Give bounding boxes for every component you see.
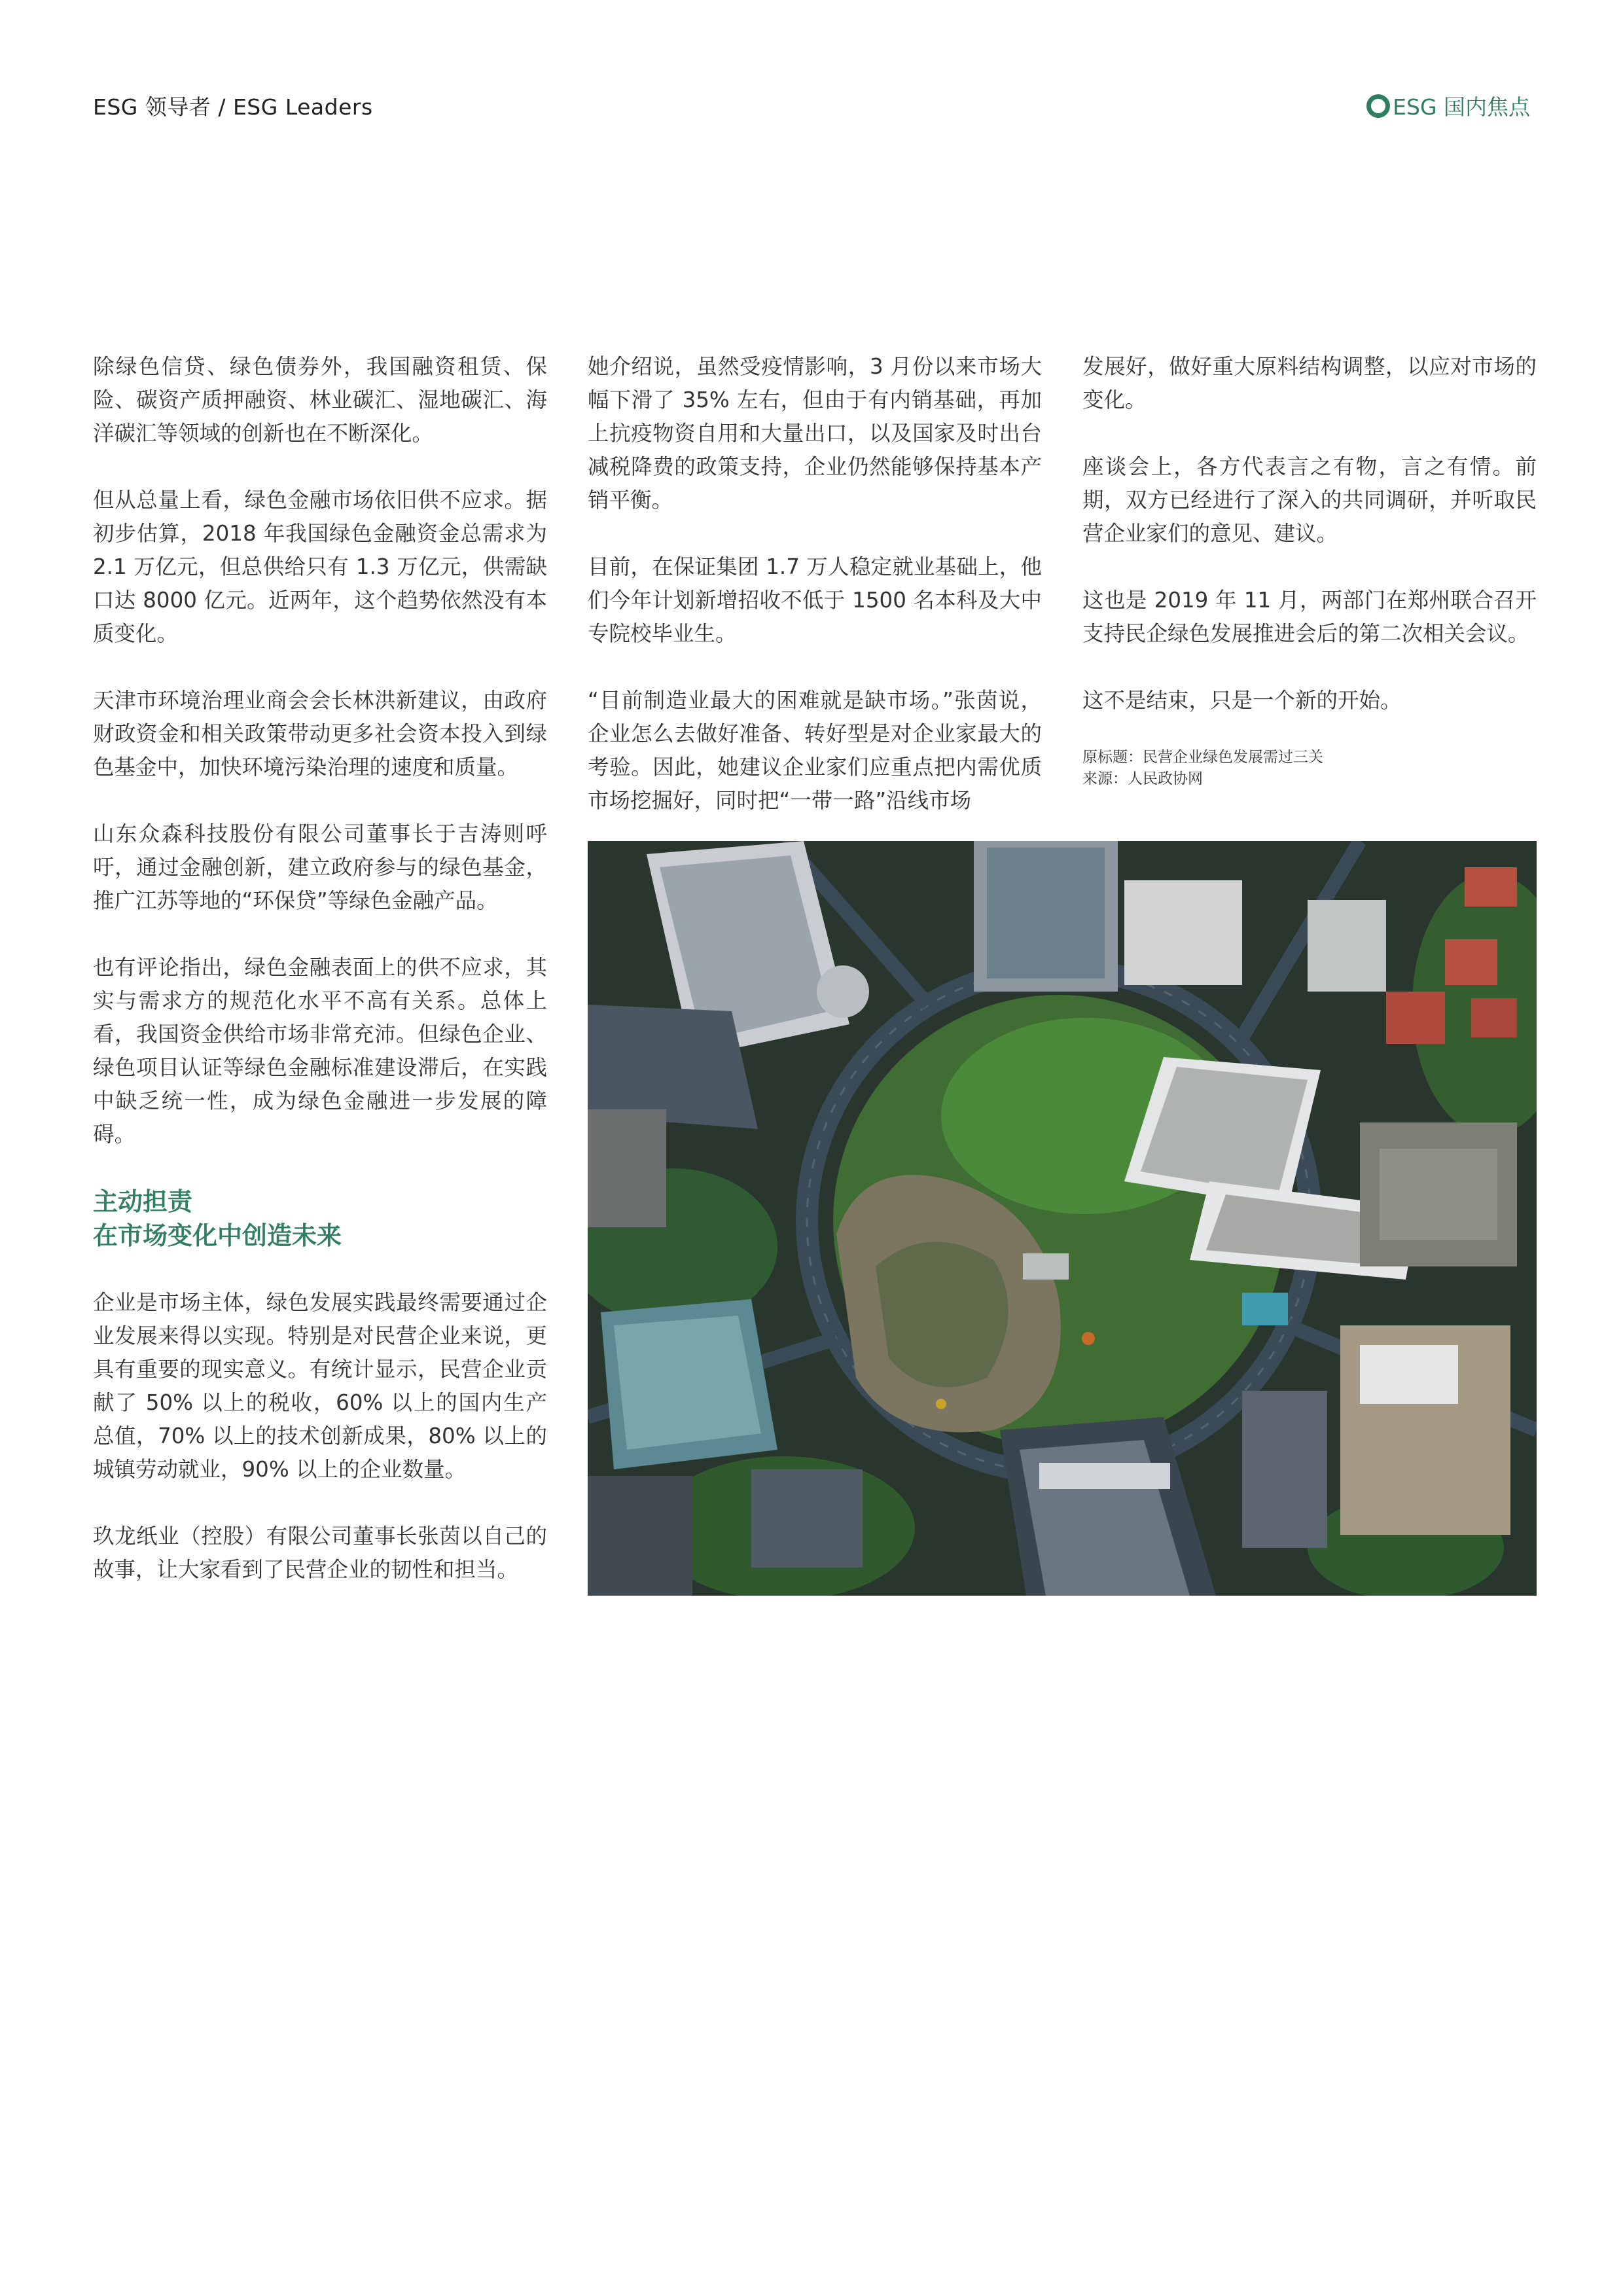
source-note bbox=[1082, 747, 1537, 790]
section-tag bbox=[1366, 90, 1530, 121]
subheading-line-1: 主动担责 bbox=[93, 1187, 193, 1216]
paragraph: 这也是 2019 年 11 月，两部门在郑州联合召开支持民企绿色发展推进会后的第二次相关会议。 bbox=[1082, 588, 1537, 646]
paragraph: 山东众森科技股份有限公司董事长于吉涛则呼吁，通过金融创新，建立政府参与的绿色基金，推广江苏等地的“环保贷”等绿色金融产品。 bbox=[93, 821, 547, 913]
paragraph: 也有评论指出，绿色金融表面上的供不应求，其实与需求方的规范化水平不高有关系。总体上看，我国资金供给市场非常充沛。但绿色企业、绿色项目认证等绿色金融标准建设滞后，在实践中缺乏统一性，成为绿色金融进一步发展的障碍。 bbox=[93, 955, 547, 1147]
source-title: 原标题：民营企业绿色发展需过三关 bbox=[1082, 749, 1323, 766]
article-column-1 bbox=[93, 350, 547, 1620]
publication-name: ESG 领导者 / ESG Leaders bbox=[93, 94, 373, 120]
aerial-city-photo bbox=[588, 841, 1537, 1596]
paragraph: 座谈会上，各方代表言之有物，言之有情。前期，双方已经进行了深入的共同调研，并听取民营企业家们的意见、建议。 bbox=[1082, 454, 1537, 546]
paragraph: 玖龙纸业（控股）有限公司董事长张茵以自己的故事，让大家看到了民营企业的韧性和担当。 bbox=[93, 1524, 547, 1582]
section-subheading bbox=[93, 1185, 547, 1253]
aerial-city-illustration bbox=[588, 841, 1537, 1596]
article-column-2 bbox=[588, 350, 1042, 851]
paragraph: 企业是市场主体，绿色发展实践最终需要通过企业发展来得以实现。特别是对民营企业来说，更具有重要的现实意义。有统计显示，民营企业贡献了 50% 以上的税收，60% 以上的国内生产总值，70% 以上的技术创新成果，80% 以上的城镇劳动就业，90% 以上的企业数量。 bbox=[93, 1290, 547, 1482]
paragraph: 目前，在保证集团 1.7 万人稳定就业基础上，他们今年计划新增招收不低于 1500 名本科及大中专院校毕业生。 bbox=[588, 554, 1042, 646]
subheading-line-2: 在市场变化中创造未来 bbox=[93, 1221, 342, 1250]
paragraph: 发展好，做好重大原料结构调整，以应对市场的变化。 bbox=[1082, 354, 1537, 412]
paragraph: 这不是结束，只是一个新的开始。 bbox=[1082, 688, 1402, 713]
circle-icon bbox=[1366, 94, 1390, 118]
paragraph: 除绿色信贷、绿色债券外，我国融资租赁、保险、碳资产质押融资、林业碳汇、湿地碳汇、海洋碳汇等领域的创新也在不断深化。 bbox=[93, 354, 547, 446]
paragraph: 但从总量上看，绿色金融市场依旧供不应求。据初步估算，2018 年我国绿色金融资金总需求为 2.1 万亿元，但总供给只有 1.3 万亿元，供需缺口达 8000 亿元。近两年，这个趋势依然没有本质变化。 bbox=[93, 488, 547, 646]
paragraph: 天津市环境治理业商会会长林洪新建议，由政府财政资金和相关政策带动更多社会资本投入到绿色基金中，加快环境污染治理的速度和质量。 bbox=[93, 688, 547, 780]
source-origin: 来源：人民政协网 bbox=[1082, 770, 1203, 787]
paragraph: “目前制造业最大的困难就是缺市场。”张茵说，企业怎么去做好准备、转好型是对企业家最大的考验。因此，她建议企业家们应重点把内需优质市场挖掘好，同时把“一带一路”沿线市场 bbox=[588, 688, 1042, 813]
section-label: ESG 国内焦点 bbox=[1393, 94, 1530, 120]
paragraph: 她介绍说，虽然受疫情影响，3 月份以来市场大幅下滑了 35% 左右，但由于有内销基础，再加上抗疫物资自用和大量出口，以及国家及时出台减税降费的政策支持，企业仍然能够保持基本产销平衡。 bbox=[588, 354, 1042, 512]
article-column-3 bbox=[1082, 350, 1537, 790]
